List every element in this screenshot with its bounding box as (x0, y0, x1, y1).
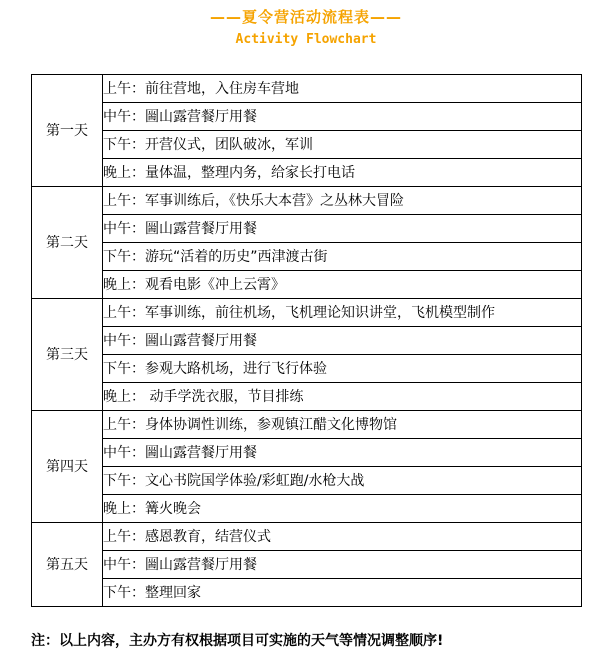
table-row (32, 579, 582, 607)
page-title: ——夏令营活动流程表—— (209, 8, 402, 26)
table-row (32, 131, 582, 159)
day-label: 第四天 (32, 411, 103, 523)
activity-cell: 下午：开营仪式，团队破冰，军训 (103, 131, 582, 159)
table-row (32, 75, 582, 103)
page-subtitle: Activity Flowchart (235, 32, 377, 47)
activity-cell: 晚上：观看电影《冲上云霄》 (103, 271, 582, 299)
activity-cell: 中午：圌山露营餐厅用餐 (103, 551, 582, 579)
activity-cell: 上午：感恩教育，结营仪式 (103, 523, 582, 551)
day-label: 第一天 (32, 75, 103, 187)
activity-cell: 下午：游玩“活着的历史”西津渡古街 (103, 243, 582, 271)
activity-cell: 中午：圌山露营餐厅用餐 (103, 215, 582, 243)
activity-cell: 中午：圌山露营餐厅用餐 (103, 103, 582, 131)
activity-cell: 晚上：篝火晚会 (103, 495, 582, 523)
table-row (32, 411, 582, 439)
activity-cell: 晚上：量体温，整理内务，给家长打电话 (103, 159, 582, 187)
table-row (32, 159, 582, 187)
table-row (32, 299, 582, 327)
activity-cell: 中午：圌山露营餐厅用餐 (103, 327, 582, 355)
day-label: 第三天 (32, 299, 103, 411)
footer-note: 注：以上内容，主办方有权根据项目可实施的天气等情况调整顺序! (31, 633, 444, 649)
activity-cell: 下午：参观大路机场，进行飞行体验 (103, 355, 582, 383)
table-row (32, 327, 582, 355)
table-row (32, 383, 582, 411)
table-row (32, 439, 582, 467)
schedule-table (31, 74, 582, 607)
activity-cell: 上午：前往营地，入住房车营地 (103, 75, 582, 103)
activity-cell: 上午：身体协调性训练，参观镇江醋文化博物馆 (103, 411, 582, 439)
activity-cell: 上午：军事训练，前往机场，飞机理论知识讲堂，飞机模型制作 (103, 299, 582, 327)
table-row (32, 523, 582, 551)
activity-cell: 下午：整理回家 (103, 579, 582, 607)
activity-cell: 中午：圌山露营餐厅用餐 (103, 439, 582, 467)
table-row (32, 271, 582, 299)
activity-cell: 下午：文心书院国学体验/彩虹跑/水枪大战 (103, 467, 582, 495)
day-label: 第二天 (32, 187, 103, 299)
table-row (32, 551, 582, 579)
table-row (32, 187, 582, 215)
table-row (32, 355, 582, 383)
table-row (32, 467, 582, 495)
table-row (32, 103, 582, 131)
day-label: 第五天 (32, 523, 103, 607)
activity-cell: 上午：军事训练后，《快乐大本营》之丛林大冒险 (103, 187, 582, 215)
table-row (32, 215, 582, 243)
activity-cell: 晚上： 动手学洗衣服，节目排练 (103, 383, 582, 411)
table-row (32, 495, 582, 523)
table-row (32, 243, 582, 271)
